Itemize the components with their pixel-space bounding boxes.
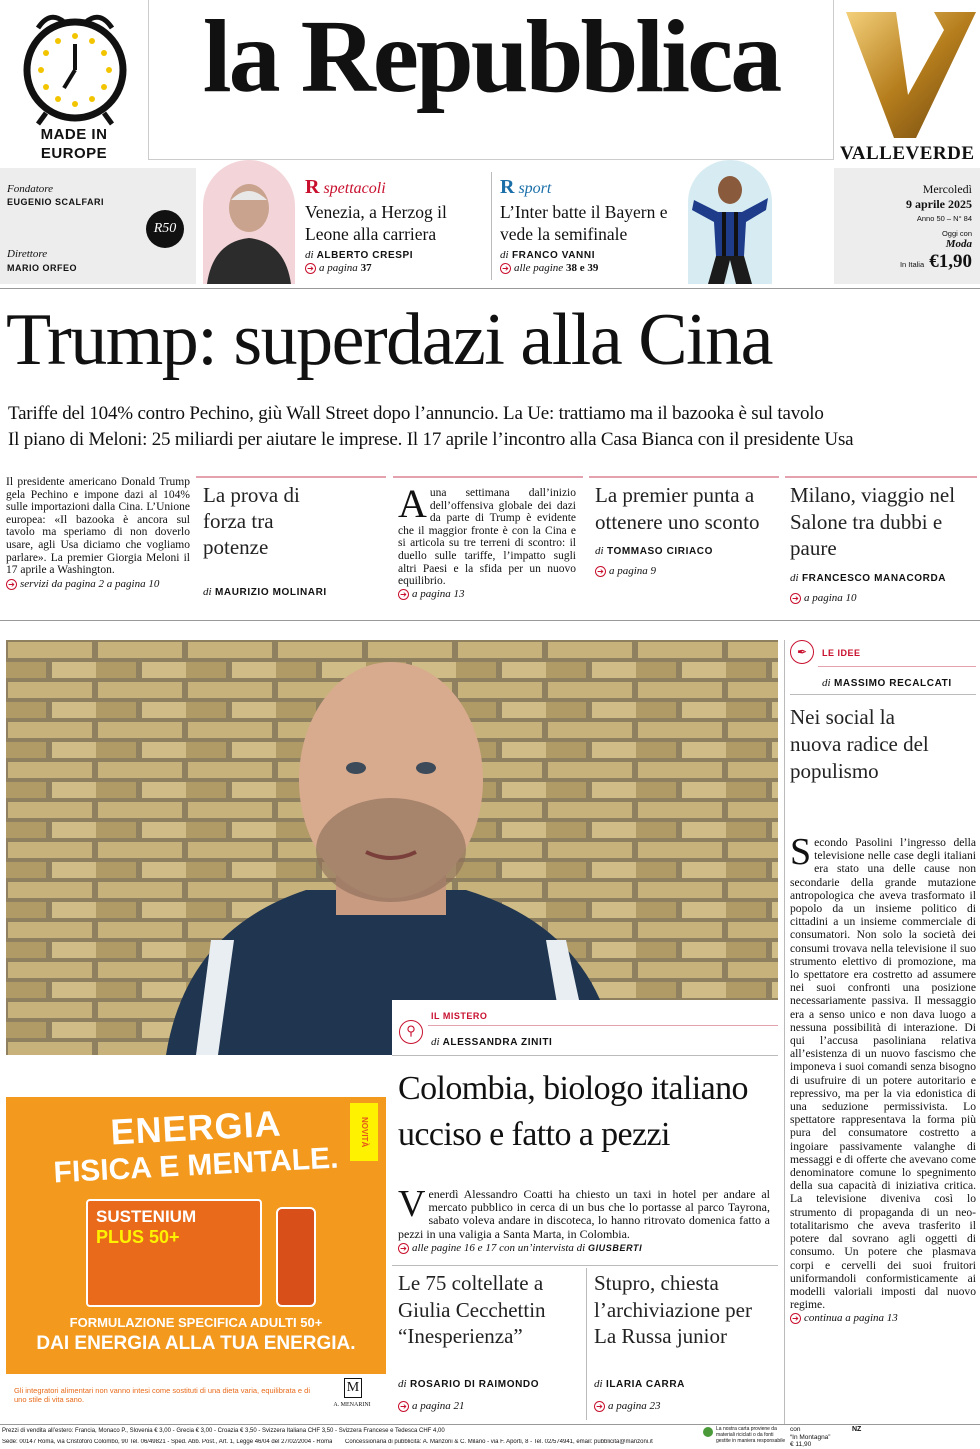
- product-name-2: PLUS 50+: [96, 1227, 180, 1247]
- ad-subline: FORMULAZIONE SPECIFICA ADULTI 50+: [69, 1315, 323, 1330]
- valleverde-name: VALLEVERDE: [840, 143, 975, 164]
- ideas-headline: Nei social la nuova radice del populismo: [790, 705, 929, 783]
- price: €1,90: [929, 251, 972, 272]
- teaser-headline: Venezia, a Herzog il Leone alla carriera: [305, 202, 447, 244]
- lead-summary-ref[interactable]: ➔ servizi da pagina 2 a pagina 10: [6, 578, 190, 590]
- portrait-photo-icon: [6, 640, 778, 1055]
- story-headline: Stupro, chiesta l’archiviazione per La Russa junior: [594, 1271, 752, 1348]
- menarini-m-icon: M: [344, 1378, 362, 1398]
- mystery-byline-rule: [392, 1055, 778, 1056]
- ideas-column: [790, 640, 976, 1324]
- sustenium-ad[interactable]: [6, 1097, 386, 1419]
- ideas-label: LE IDEE: [822, 648, 861, 658]
- mystery-ref: ➔ alle pagine 16 e 17 con un’intervista di GIUSBERTI: [398, 1242, 642, 1254]
- teaser-byline: di ALBERTO CRESPI: [305, 249, 414, 261]
- col3-ref[interactable]: ➔ a pagina 13: [398, 588, 576, 600]
- product-name: SUSTENIUM: [96, 1207, 197, 1226]
- footer-prices: Prezzi di vendita all’estero: Francia, Monaco P., Slovenia € 3,00 - Grecia € 3,00 - Croazia € 3,50 - Svizzera Italiana CHF 3,50 - Svizzera Francese e Tedesca CHF 4,00: [2, 1428, 445, 1434]
- recycle-icon: [703, 1427, 713, 1437]
- product-bottle: [276, 1207, 316, 1307]
- founder-box: [0, 168, 196, 284]
- founder-label: Fondatore: [7, 183, 54, 195]
- story-ref: ➔ a pagina 21: [398, 1400, 465, 1412]
- col-top-rule: [589, 476, 779, 478]
- section-label-spettacoli: R spettacoli: [305, 176, 386, 198]
- ideas-header-rule: [818, 666, 976, 667]
- story-la-russa[interactable]: [594, 1270, 778, 1420]
- teaser-divider: [491, 172, 492, 280]
- footer-rule: [0, 1424, 980, 1425]
- story-byline: di ILARIA CARRA: [594, 1378, 685, 1390]
- magnifier-icon: ⚲: [399, 1020, 423, 1044]
- lead-col-molinari[interactable]: [203, 482, 383, 598]
- ad-disclaimer: Gli integratori alimentari non vanno intesi come sostituti di una dieta varia, equilibrata e di uno stile di vita sano.: [14, 1386, 310, 1404]
- supplement: Moda: [945, 238, 972, 250]
- newspaper-title: la Repubblica: [202, 0, 780, 114]
- mystery-label: IL MISTERO: [431, 1011, 488, 1021]
- mystery-header: [392, 1000, 778, 1055]
- r50-badge: R50: [146, 210, 184, 248]
- ideas-header: [790, 640, 976, 668]
- pen-icon: ✒: [790, 640, 814, 664]
- mystery-text: Venerdì Alessandro Coatti ha chiesto un taxi in hotel per andare al mercato pubblico in cerca di un bus che lo portasse al parco Tayrona, sabato voleva andare in discoteca, lo hanno ritrovato domenica fatto a pezzi in una valigia a Santa Marta, in Colombia.: [398, 1183, 770, 1241]
- story-ref: ➔ a pagina 23: [594, 1400, 661, 1412]
- mystery-headline: Colombia, biologo italiano ucciso e fatto a pezzi: [398, 1070, 748, 1153]
- ad-badge: NOVITÀ: [350, 1103, 378, 1161]
- teaser-photo-inter: [688, 160, 772, 284]
- teaser-pageref: ➔ alle pagine 38 e 39: [500, 262, 685, 274]
- col-top-rule: [393, 476, 583, 478]
- story-divider: [586, 1268, 587, 1420]
- lead-col-ciriaco[interactable]: [595, 482, 775, 577]
- issue-date: 9 aprile 2025: [906, 197, 972, 211]
- main-photo: [6, 640, 778, 1055]
- founder-name: EUGENIO SCALFARI: [7, 197, 105, 207]
- col-byline: di TOMMASO CIRIACO: [595, 545, 713, 557]
- story-byline: di ROSARIO DI RAIMONDO: [398, 1378, 540, 1390]
- footer-ads: Concessionaria di pubblicità: A. Manzoni & C. Milano - via F. Aporti, 8 - Tel. 02/574941, email: pubblicita@manzoni.it: [345, 1439, 653, 1445]
- bottom-rule: [392, 1265, 778, 1266]
- teaser-photo-herzog: [203, 160, 295, 284]
- col-byline: di MAURIZIO MOLINARI: [203, 586, 327, 598]
- director-label: Direttore: [7, 248, 48, 260]
- lead-col-manacorda[interactable]: [790, 482, 974, 604]
- ideas-text: Secondo Pasolini l’ingresso della televisione nelle case degli italiani era stato una delle cause non secondarie della grande mutazione antropologica che aveva trasformato il popolo da un insieme politico di cittadini a un insieme commerciale di consumatori. Non solo la società dei consumi trovava nella televisione il suo strumento elettivo di promozione, ma lo spettatore era costretto ad assumere nei suoi confronti una posizione necessariamente passiva. Il messaggio era a senso unico e non dava luogo a nessuna possibilità di interazione. Di qui l’accusa pasoliniana relativa all’esistenza di un nuovo fascismo che imponeva i suoi comandi senza bisogno di usufruire di un potere autoritario e repressivo, ma per la via edonistica di una seduzione permissivista. Lo spettatore rappresentava la forma più pura del consumatore costretto a ingoiare passivamente valanghe di messaggi e di offerte che avevano come denominatore comune lo spegnimento della sua capacità di iniziativa critica. La televisione diveniva così lo strumento di propaganda di un neo-totalitarismo che aveva trasferito il potere dal sovrano agli oggetti di consumo. Un potere che plasmava corpi e cervelli dei suoi fruitori uniformandoli conformisticamente ai modelli valoriali imposti dal nuovo regime.: [790, 831, 976, 1312]
- teaser-spettacoli[interactable]: [305, 176, 490, 274]
- story-headline: Le 75 coltellate a Giulia Cecchettin “Inesperienza”: [398, 1271, 546, 1348]
- mystery-box[interactable]: [392, 1000, 778, 1262]
- director-name: MARIO ORFEO: [7, 263, 77, 273]
- col-top-rule: [785, 476, 977, 478]
- teaser-headline: L’Inter batte il Bayern e vede la semifinale: [500, 202, 668, 244]
- footer-recycle: La nostra carta proviene da materiali riciclati o da fonti gestite in maniera responsabile: [716, 1426, 786, 1444]
- section-label-sport: R sport: [500, 176, 552, 198]
- ad-claim: DAI ENERGIA ALLA TUA ENERGIA.: [36, 1333, 356, 1354]
- made-in-europe-label: MADE IN EUROPE: [40, 126, 108, 162]
- price-line: In Italia €1,90: [899, 251, 972, 272]
- alarm-clock-icon: [0, 0, 148, 130]
- story-cecchettin[interactable]: [398, 1270, 582, 1420]
- col-top-rule: [196, 476, 386, 478]
- teaser-sport[interactable]: [500, 176, 685, 274]
- menarini-logo: A. MENARINI: [333, 1402, 371, 1408]
- footer-nz: NZ: [852, 1426, 862, 1433]
- date-box: [834, 168, 980, 284]
- teaser-byline: di FRANCO VANNI: [500, 249, 596, 261]
- ideas-ref[interactable]: ➔ continua a pagina 13: [790, 1312, 976, 1324]
- lead-deck-1: Tariffe del 104% contro Pechino, giù Wall Street dopo l’annuncio. La Ue: trattiamo ma il bazooka è sul tavolo: [8, 403, 824, 424]
- lead-col-text: [398, 481, 576, 600]
- lead-deck-2: Il piano di Meloni: 25 miliardi per aiutare le imprese. Il 17 aprile l’incontro alla Casa Bianca con il presidente Usa: [8, 429, 854, 450]
- person-photo-icon: [203, 160, 295, 284]
- section-rule: [0, 620, 980, 621]
- ad-footer: [6, 1374, 386, 1419]
- footer-with: con “In Montagna” € 11,90: [790, 1426, 831, 1448]
- ad-line-1: ENERGIA: [109, 1102, 283, 1153]
- lead-summary-text: Il presidente americano Donald Trump gela Pechino e impone dazi al 104% sulle importazioni dalla Cina. L’Unione europea: «Il bazooka è ancora sul tavolo ma speriamo di non doverlo usare, agli Usa diciamo che vogliamo parlare». La premier Giorgia Meloni il 17 aprile a Washington.: [6, 476, 190, 577]
- player-photo-icon: [688, 160, 772, 284]
- mystery-header-rule: [428, 1025, 778, 1026]
- col-pageref: ➔ a pagina 9: [595, 565, 775, 577]
- valleverde-logo: [836, 0, 980, 170]
- weekday: Mercoledì: [922, 182, 972, 196]
- col-pageref: ➔ a pagina 10: [790, 592, 974, 604]
- ad-line-2: FISICA E MENTALE.: [52, 1141, 340, 1190]
- lead-headline: Trump: superdazi alla Cina: [6, 299, 772, 381]
- col-headline: La premier punta a ottenere uno sconto: [595, 483, 760, 534]
- col3-text: Auna settimana dall’inizio dell’offensiva globale dei dazi da parte di Trump è evidente che il maggior fronte è con la Cina e si articola su tre terreni di scontro: il duello sulle tariffe, l’impatto sugli altri Paesi e la sfida per un nuovo equilibrio.: [398, 481, 576, 588]
- issue-number: Anno 50 – N° 84: [916, 214, 972, 223]
- col-byline: di FRANCESCO MANACORDA: [790, 571, 947, 584]
- valleverde-v-icon: [836, 0, 980, 140]
- ideas-divider: [784, 640, 785, 1425]
- col-headline: La prova di forza tra potenze: [203, 483, 300, 559]
- mystery-byline: di ALESSANDRA ZINITI: [431, 1036, 553, 1048]
- footer-sede: Sede: 00147 Roma, via Cristoforo Colombo, 90 Tel. 06/49821 - Sped. Abb. Post., Art. 1, Legge 46/04 del 27/02/2004 - Roma: [2, 1439, 332, 1445]
- product-box: [86, 1199, 262, 1307]
- made-in-europe-clock: [0, 0, 148, 170]
- teaser-pageref: ➔ a pagina 37: [305, 262, 490, 274]
- ideas-rule: [790, 694, 976, 695]
- lead-summary: [6, 476, 190, 590]
- ideas-byline: di MASSIMO RECALCATI: [822, 677, 952, 689]
- col-headline: Milano, viaggio nel Salone tra dubbi e paure: [790, 483, 956, 560]
- today-with: Oggi con: [941, 229, 972, 238]
